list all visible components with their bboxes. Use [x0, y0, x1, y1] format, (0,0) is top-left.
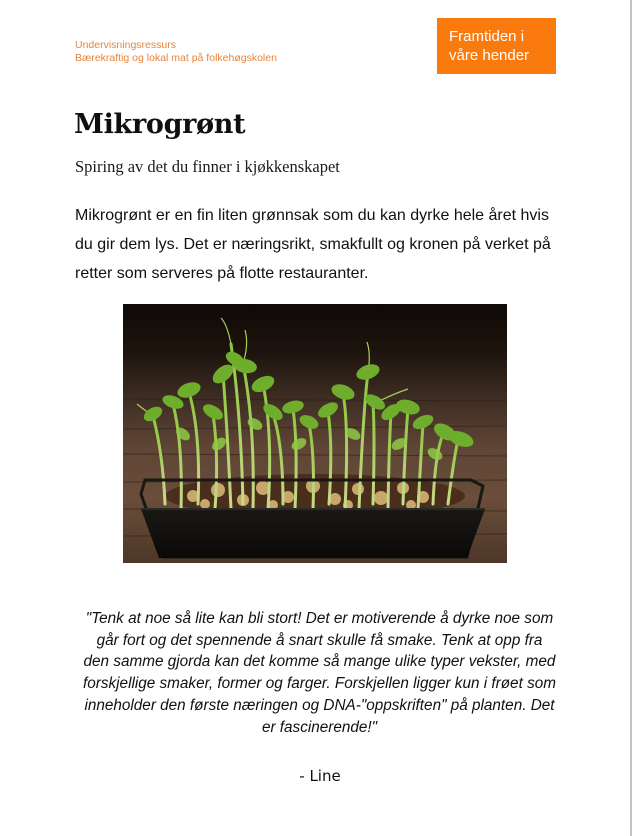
header-meta	[75, 39, 277, 65]
quote-author: - Line	[299, 767, 341, 785]
tray-body	[141, 509, 485, 558]
page-edge	[630, 0, 632, 836]
microgreens-photo	[123, 304, 507, 563]
resource-type: Undervisningsressurs	[75, 39, 176, 51]
resource-series: Bærekraftig og lokal mat på folkehøgskolen	[75, 52, 277, 64]
page-subtitle: Spiring av det du finner i kjøkkenskapet	[75, 157, 340, 176]
microgreens-illustration	[123, 304, 507, 563]
brand-logo-badge	[437, 18, 556, 74]
testimonial-quote: "Tenk at noe så lite kan bli stort! Det er motiverende å dyrke noe som går fort og det spennende å snart skulle få smake. Tenk at opp fra den samme gjorda kan det komme så mange ulike typer vekster, med forskjellige smaker, former og farger. Forskjellen ligger kun i frøet som inneholder den første næringen og DNA-"oppskriften" på planten. Det er fascinerende!"	[83, 610, 556, 736]
brand-line-2: våre hender	[449, 47, 530, 64]
brand-line-1: Framtiden i	[449, 28, 525, 45]
intro-paragraph: Mikrogrønt er en fin liten grønnsak som du kan dyrke hele året hvis du gir dem lys. Det er næringsrikt, smakfullt og kronen på verket på retter som serveres på flotte restauranter.	[75, 207, 551, 282]
page-title: Mikrogrønt	[74, 109, 246, 140]
